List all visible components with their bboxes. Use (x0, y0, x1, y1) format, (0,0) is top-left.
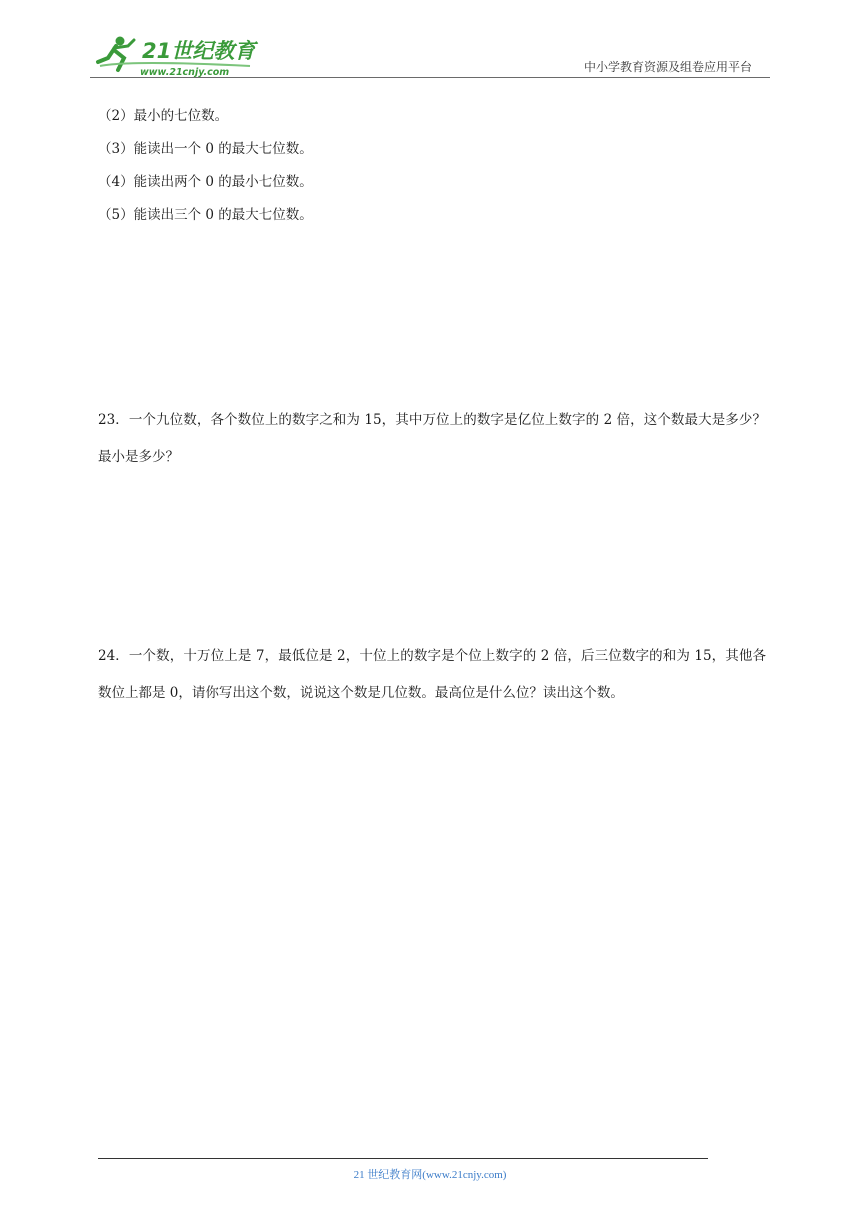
sub-question-2: （2）最小的七位数。 (98, 108, 229, 124)
site-logo (90, 32, 260, 78)
question-24 (98, 638, 766, 712)
sub-question-3: （3）能读出一个 0 的最大七位数。 (98, 141, 313, 157)
page-header (90, 30, 770, 80)
sub-question-4: （4）能读出两个 0 的最小七位数。 (98, 174, 313, 190)
question-number: 23． (98, 412, 129, 428)
logo-text: 21世纪教育 (142, 39, 256, 63)
runner-logo-icon (90, 32, 260, 78)
footer-divider (98, 1158, 708, 1159)
question-number: 24． (98, 648, 129, 664)
sub-question-5: （5）能读出三个 0 的最大七位数。 (98, 207, 313, 223)
logo-url: www.21cnjy.com (140, 67, 230, 78)
question-23 (98, 402, 766, 476)
question-text: 一个九位数，各个数位上的数字之和为 15，其中万位上的数字是亿位上数字的 2 倍，这个数最大是多少？最小是多少？ (98, 412, 766, 465)
platform-title: 中小学教育资源及组卷应用平台 (583, 60, 752, 74)
page-content (98, 100, 766, 701)
question-text: 一个数，十万位上是 7，最低位是 2，十位上的数字是个位上数字的 2 倍，后三位数字的和为 15，其他各数位上都是 0，请你写出这个数，说说这个数是几位数。最高位是什么位？读出这个数。 (98, 648, 766, 701)
header-divider (90, 77, 770, 78)
footer-link[interactable]: 21 世纪教育网(www.21cnjy.com) (353, 1169, 507, 1181)
